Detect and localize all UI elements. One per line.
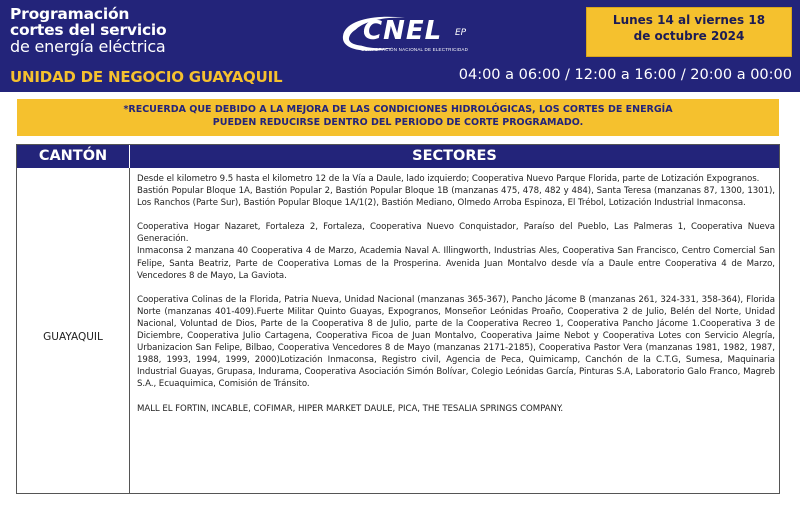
outage-schedule: 04:00 a 06:00 / 12:00 a 16:00 / 20:00 a 00:00 bbox=[458, 67, 792, 83]
logo-subtitle: CORPORACIÓN NACIONAL DE ELECTRICIDAD bbox=[361, 47, 469, 52]
title-line-2: cortes del servicio bbox=[10, 20, 167, 39]
column-header-canton: CANTÓN bbox=[38, 148, 108, 164]
logo-brand: CNEL bbox=[363, 16, 443, 46]
column-header-sectores: SECTORES bbox=[412, 148, 497, 164]
sector-paragraph: Bastión Popular Bloque 1A, Bastión Popular 2, Bastión Popular Bloque 1B (manzanas 475, 478, 482 y 484), Santa Teresa (manzanas 87, 1300, 1301), Los Ranchos (Parte Sur), Bastión Popular Bloque 1A/1(2), Bastión Mediano, Olmedo Arroba Espinoza, El Trébol, Lotización Industrial Inmaconsa. bbox=[137, 186, 775, 209]
cnel-logo bbox=[335, 14, 480, 58]
date-line-2: de octubre 2024 bbox=[633, 29, 745, 44]
business-unit-label: UNIDAD DE NEGOCIO GUAYAQUIL bbox=[10, 68, 283, 86]
sector-paragraph: Cooperativa Hogar Nazaret, Fortaleza 2, Fortaleza, Cooperativa Nuevo Conquistador, Paraíso del Pueblo, Las Palmeras 1, Cooperativa Nueva Generación. bbox=[137, 222, 775, 245]
sector-paragraph: Inmaconsa 2 manzana 40 Cooperativa 4 de Marzo, Academia Naval A. Illingworth, Industrias Ales, Cooperativa San Francisco, Centro Comercial San Felipe, Santa Beatriz, Parte de Cooperativa Lomas de la Prosperina. Avenida Juan Montalvo desde vía a Daule entre Cooperativa 4 de Marzo, Vencedores 8 de Mayo, La Gaviota. bbox=[137, 246, 775, 281]
sector-paragraph: Cooperativa Colinas de la Florida, Patria Nueva, Unidad Nacional (manzanas 365-367), Pancho Jácome B (manzanas 261, 324-331, 358-364), Florida Norte (manzanas 401-409).Fuerte Militar Quinto Guayas, Expogranos, Monseñor Leónidas Proaño, Cooperativa 2 de Julio, Belén del Norte, Unidad Nacional, Voluntad de Dios, Parte de la Cooperativa 8 de Julio, parte de la Cooperativa Recreo 1, Cooperativa Pancho Jácome 1.Cooperativa 3 de Diciembre, Cooperativa Julio Cartagena, Cooperativa Ficoa de Juan Montalvo, Cooperativa Jaime Nebot y Cooperativa Lotes con Servicio Alegría, Urbanizacion San Felipe, Bilbao, Cooperativa Vencedores 8 de Mayo (manzanas 2171-2185), Cooperativa Pastor Vera (manzanas 1981, 1982, 1987, 1988, 1993, 1994, 1999, 2000)Lotización Inmaconsa, Registro civil, Agencia de Peca, Quimicamp, Canchón de la C.T.G, Sumesa, Maquinaria Industrial Guayas, Grupasa, Indurama, Cooperativa Asociación Simón Bolívar, Colegio Leónidas García, Pinturas S.A, Laboratorio Galo Franco, Magreb S.A., Ecuaquimica, Comisión de Tránsito. bbox=[137, 294, 775, 390]
column-divider bbox=[129, 168, 130, 493]
sectors-cell bbox=[137, 173, 775, 415]
page-title bbox=[10, 7, 167, 55]
date-line-1: Lunes 14 al viernes 18 bbox=[612, 13, 766, 27]
title-line-1: Programación bbox=[10, 5, 130, 23]
table-row bbox=[17, 168, 129, 493]
notice-line-1: *RECUERDA QUE DEBIDO A LA MEJORA DE LAS CONDICIONES HIDROLÓGICAS, LOS CORTES DE ENERGÍA bbox=[123, 104, 673, 115]
date-range-box bbox=[586, 7, 792, 57]
title-line-3: de energía eléctrica bbox=[10, 36, 166, 56]
sectors-table bbox=[16, 144, 780, 494]
header-banner bbox=[0, 0, 800, 92]
notice-line-2: PUEDEN REDUCIRSE DENTRO DEL PERIODO DE CORTE PROGRAMADO. bbox=[212, 116, 584, 128]
sector-paragraph: Desde el kilometro 9.5 hasta el kilometro 12 de la Vía a Daule, lado izquierdo; Cooperativa Nuevo Parque Florida, parte de Lotización Expogranos. bbox=[137, 174, 760, 184]
sector-paragraph: MALL EL FORTIN, INCABLE, COFIMAR, HIPER MARKET DAULE, PICA, THE TESALIA SPRINGS COMPANY. bbox=[137, 403, 564, 414]
logo-suffix: EP bbox=[455, 28, 467, 38]
canton-name: GUAYAQUIL bbox=[43, 331, 103, 343]
notice-banner bbox=[17, 99, 779, 136]
table-header bbox=[17, 145, 779, 168]
